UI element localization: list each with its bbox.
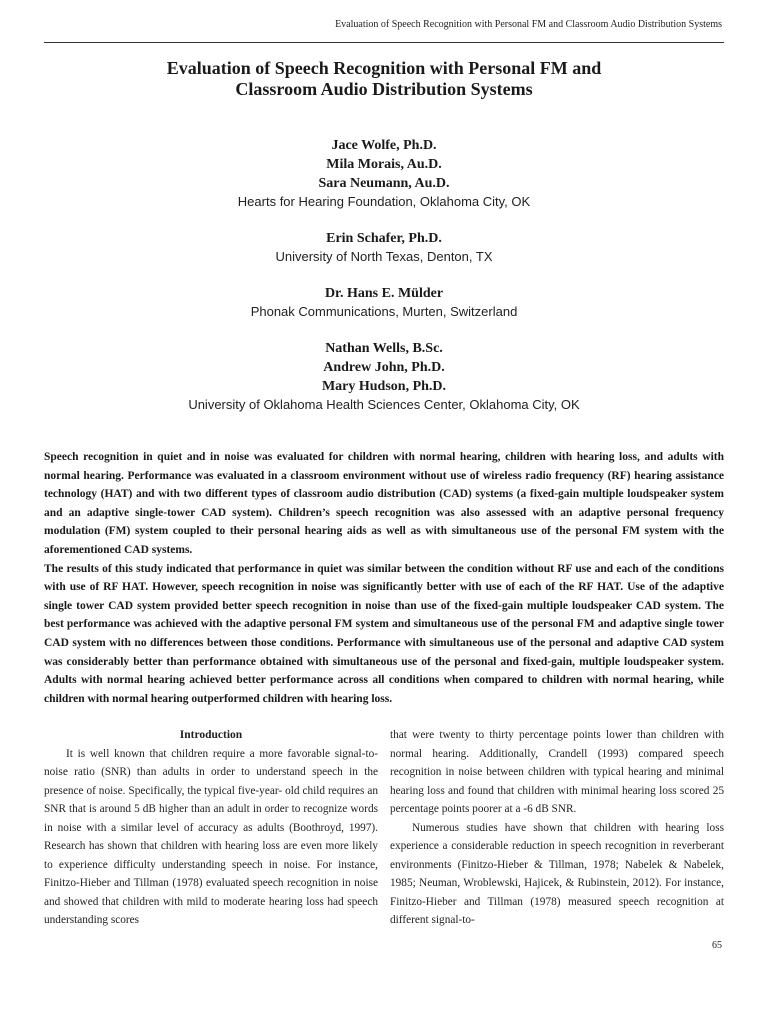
abstract-paragraph-2: The results of this study indicated that performance in quiet was similar between the condition without RF use and each of the conditions with use of RF HAT. However, speech recognition in noise was significantly better with use of each of the RF HAT. Use of the adaptive single tower CAD system provided better speech recognition in noise than use of the fixed-gain multiple loudspeaker CAD system. The best performance was achieved with the adaptive personal FM system and simultaneous use of the personal FM and adaptive single tower CAD system with no differences between those conditions. Performance with simultaneous use of the personal and adaptive CAD system was considerably better than performance obtained with simultaneous use of the personal and fixed-gain, multiple loudspeaker system. Adults with normal hearing achieved better performance across all conditions when compared to children with normal hearing, while children with normal hearing outperformed children with hearing loss.: [44, 562, 724, 705]
running-head: Evaluation of Speech Recognition with Personal FM and Classroom Audio Distribution Systems: [335, 19, 722, 30]
author-name: Sara Neumann, Au.D.: [318, 176, 450, 191]
author-affiliation: University of Oklahoma Health Sciences Center, Oklahoma City, OK: [188, 397, 580, 412]
author-name: Nathan Wells, B.Sc.: [325, 341, 443, 356]
header-rule: [44, 42, 724, 43]
title-line-1: Evaluation of Speech Recognition with Personal FM and: [166, 58, 602, 78]
author-group-4: [44, 339, 724, 414]
author-group-1: [44, 136, 724, 211]
author-name: Mila Morais, Au.D.: [326, 157, 442, 172]
author-group-2: [44, 229, 724, 266]
paper-title: [44, 58, 724, 100]
author-name: Dr. Hans E. Mülder: [324, 286, 444, 301]
author-group-3: [44, 284, 724, 321]
author-affiliation: Hearts for Hearing Foundation, Oklahoma City, OK: [237, 194, 531, 209]
page-number: 65: [712, 940, 722, 951]
author-affiliation: University of North Texas, Denton, TX: [275, 249, 493, 264]
author-name: Mary Hudson, Ph.D.: [321, 379, 447, 394]
abstract-paragraph-1: Speech recognition in quiet and in noise was evaluated for children with normal hearing, children with hearing loss, and adults with normal hearing. Performance was evaluated in a classroom environment without use of wireless radio frequency (RF) hearing assistance technology (HAT) and with two different types of classroom audio distribution (CAD) systems (a fixed-gain multiple loudspeaker system and an adaptive single-tower CAD system). Children’s speech recognition was also assessed with an adaptive personal frequency modulation (FM) system coupled to their personal hearing aids as well as with simultaneous use of the personal FM system with the aforementioned CAD systems.: [44, 451, 724, 556]
title-line-2: Classroom Audio Distribution Systems: [235, 79, 533, 99]
author-block: [44, 136, 724, 432]
author-name: Jace Wolfe, Ph.D.: [331, 138, 437, 153]
section-heading: Introduction: [179, 729, 243, 741]
abstract: [44, 448, 724, 708]
author-affiliation: Phonak Communications, Murten, Switzerland: [250, 304, 518, 319]
body-paragraph: that were twenty to thirty percentage points lower than children with normal hearing. Additionally, Crandell (1993) compared speech recognition in noise between children with typical hearing and minimal hearing loss and found that children with minimal hearing loss scored 25 percentage points poorer at a -6 dB SNR.: [390, 729, 724, 815]
body-paragraph: It is well known that children require a more favorable signal-to-noise ratio (SNR) than adults in order to understand speech in the presence of noise. Specifically, the typical five-year- old child requires an SNR that is around 5 dB higher than an adult in order to recognize words in noise with a similar level of accuracy as adults (Boothroyd, 1997). Research has shown that children with hearing loss are even more likely to experience difficulty understanding speech in noise. For instance, Finitzo-Hieber and Tillman (1978) evaluated speech recognition in noise and showed that children with mild to moderate hearing loss had speech understanding scores: [44, 747, 378, 926]
author-name: Andrew John, Ph.D.: [323, 360, 445, 375]
body-column-left: [44, 726, 378, 930]
author-name: Erin Schafer, Ph.D.: [326, 231, 442, 246]
body-paragraph: Numerous studies have shown that children with hearing loss experience a considerable reduction in speech recognition in reverberant environments (Finitzo-Hieber & Tillman, 1978; Nabelek & Nabelek, 1985; Neuman, Wroblewski, Hajicek, & Rubinstein, 2012). For instance, Finitzo-Hieber and Tillman (1978) measured speech recognition at different signal-to-: [390, 821, 724, 926]
body-column-right: [390, 726, 724, 930]
